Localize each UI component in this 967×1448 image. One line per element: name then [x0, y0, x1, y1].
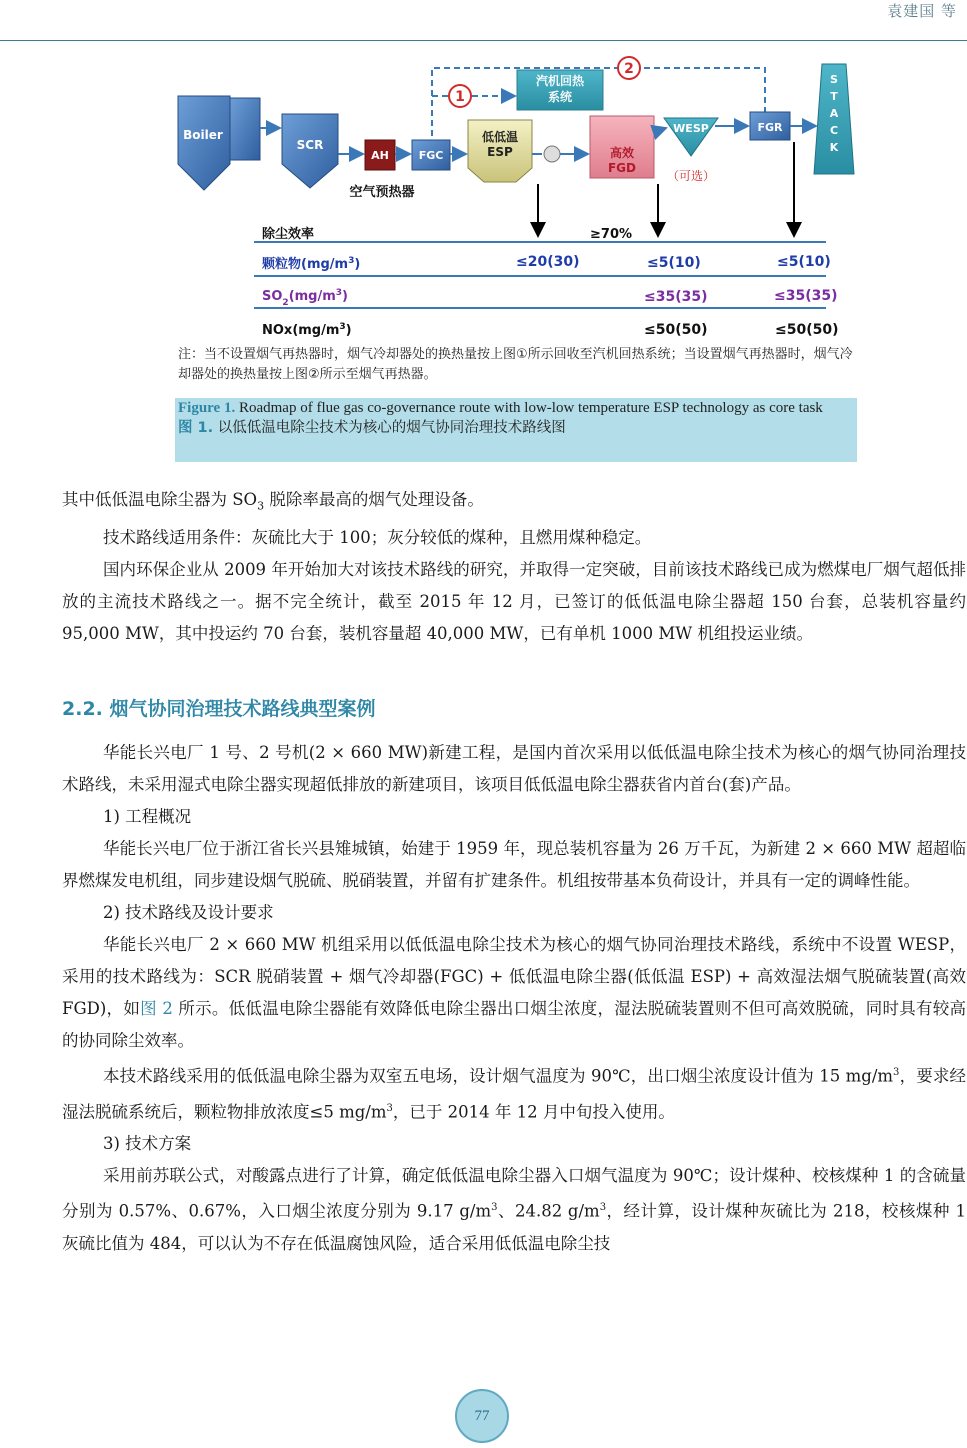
caption-zh-text: 以低低温电除尘技术为核心的烟气协同治理技术路线图 [213, 420, 566, 436]
caption-zh [178, 418, 854, 438]
turbine-label-2: 系统 [547, 90, 573, 104]
fgr-label: FGR [757, 121, 783, 134]
row-nox-wesp: ≤50(50) [644, 322, 708, 338]
row-particulate-stack: ≤5(10) [777, 254, 831, 270]
row-particulate-esp: ≤20(30) [516, 254, 580, 270]
paragraph-8: 采用前苏联公式，对酸露点进行了计算，确定低低温电除尘器入口烟气温度为 90℃；设计煤种、校核煤种 1 的含硫量分别为 0.57%、0.67%，入口烟尘浓度分别为 9.17 $g/m^3$、24.82 $g/m^3$，经计算，设计煤种灰硫比为 218，校核煤种 1 灰硫比值为 484，可以认为不存在低温腐蚀风险，适合采用低低温电除尘技 [62, 1166, 967, 1253]
list-item-1: 1) 工程概况 [103, 807, 192, 826]
body-block-2 [62, 737, 966, 1260]
boiler-shape [178, 96, 230, 190]
wesp-label: WESP [673, 122, 709, 135]
stack-letter-t: T [830, 90, 838, 103]
fan-icon [544, 146, 560, 162]
row-dust-efficiency-value: ≥70% [590, 227, 633, 242]
esp-label-1: 低低温 [481, 130, 519, 144]
paragraph-5: 华能长兴电厂位于浙江省长兴县雉城镇，始建于 1959 年，现总装机容量为 26 万千瓦，为新建 2 × 660 MW 超超临界燃煤发电机组，同步建设烟气脱硫、脱硝装置，并留有扩建条件。机组按带基本负荷设计，并具有一定的调峰性能。 [62, 839, 966, 890]
stack-letter-s: S [830, 73, 838, 86]
figure-1 [170, 56, 860, 346]
paragraph-2: 技术路线适用条件：灰硫比大于 100；灰分较低的煤种，且燃用煤种稳定。 [103, 528, 652, 548]
paragraph-1: 其中低低温电除尘器为 $SO_3$ 脱除率最高的烟气处理设备。 [62, 490, 484, 513]
figure-2-link[interactable]: 图 2 [140, 999, 173, 1018]
caption-en [178, 398, 854, 418]
list-item-3: 3) 技术方案 [103, 1134, 192, 1153]
scr-label: SCR [296, 138, 324, 152]
turbine-label-1: 汽机回热 [535, 74, 585, 88]
paragraph-3: 国内环保企业从 2009 年开始加大对该技术路线的研究，并取得一定突破，目前该技术路线已成为燃煤电厂烟气超低排放的主流技术路线之一。据不完全统计，截至 2015 年 12 月，已签订的低低温电除尘器超 150 台套，总装机容量约 95,000 MW，其中投运约 70 台套，装机容量超 40,000 MW，已有单机 1000 MW 机组投运业绩。 [62, 560, 966, 644]
arrow-fgd-wesp [654, 128, 666, 132]
row-nox-label: $NOx(mg/m^3)$ [262, 322, 352, 338]
optional-label: （可选） [666, 169, 716, 183]
fgc-label: FGC [418, 149, 444, 162]
row-dust-efficiency-label: 除尘效率 [262, 227, 315, 242]
row-particulate-label: 颗粒物$(mg/m^3)$ [262, 256, 361, 272]
page-number: 77 [455, 1389, 509, 1443]
esp-label-2: ESP [487, 145, 513, 159]
paragraph-6: 华能长兴电厂 2 × 660 MW 机组采用以低低温电除尘技术为核心的烟气协同治理技术路线，系统中不设置 WESP，采用的技术路线为：SCR 脱硝装置 + 烟气冷却器(FGC) + 低低温电除尘器(低低温 ESP) + 高效湿法烟气脱硫装置(高效 FGD)，如图 2 所示。低低温电除尘器能有效降低电除尘器出口烟尘浓度，湿法脱硫装置则不但可高效脱硫，同时具有较高的协同除尘效率。 [62, 935, 967, 1050]
caption-en-label: Figure 1. [178, 400, 236, 416]
marker-2-label: 2 [624, 61, 634, 77]
body-block-1 [62, 484, 966, 650]
paragraph-4: 华能长兴电厂 1 号、2 号机(2 × 660 MW)新建工程，是国内首次采用以低低温电除尘技术为核心的烟气协同治理技术路线，未采用湿式电除尘器实现超低排放的新建项目，该项目低低温电除尘器获省内首台(套)产品。 [62, 743, 966, 794]
air-preheater-label: 空气预热器 [349, 185, 415, 200]
section-heading: 2.2. 烟气协同治理技术路线典型案例 [62, 698, 376, 720]
stack-letter-a: A [829, 107, 839, 120]
row-so2-wesp: ≤35(35) [644, 289, 708, 305]
stack-letter-k: K [829, 141, 839, 154]
figure-note: 注：当不设置烟气再热器时，烟气冷却器处的换热量按上图①所示回收至汽机回热系统；当设置烟气再热器时，烟气冷却器处的换热量按上图②所示至烟气再热器。 [178, 347, 853, 382]
list-item-2: 2) 技术路线及设计要求 [103, 903, 274, 922]
header-rule [0, 40, 967, 41]
figure-caption [175, 398, 857, 462]
row-so2-label: $SO_2(mg/m^3)$ [262, 288, 348, 308]
running-head: 袁建国 等 [887, 2, 957, 20]
caption-zh-label: 图 1. [178, 420, 214, 436]
paragraph-7: 本技术路线采用的低低温电除尘器为双室五电场，设计烟气温度为 90℃，出口烟尘浓度设计值为 15 $mg/m^3$，要求经湿法脱硫系统后，颗粒物排放浓度≤5 $mg/m^3$，已于 2014 年 12 月中旬投入使用。 [62, 1066, 966, 1121]
boiler-duct [230, 98, 260, 160]
fgd-label-1: 高效 [609, 146, 635, 160]
boiler-label: Boiler [183, 128, 223, 142]
ah-label: AH [371, 149, 389, 162]
stack-letter-c: C [829, 124, 839, 137]
row-so2-stack: ≤35(35) [774, 288, 838, 304]
fgd-label-2: FGD [607, 161, 637, 175]
flow-diagram [170, 56, 860, 346]
row-nox-stack: ≤50(50) [775, 322, 839, 338]
row-particulate-wesp: ≤5(10) [647, 255, 701, 271]
marker-1-label: 1 [455, 89, 465, 105]
caption-en-text: Roadmap of flue gas co-governance route with low-low temperature ESP technology as core task [235, 400, 823, 416]
